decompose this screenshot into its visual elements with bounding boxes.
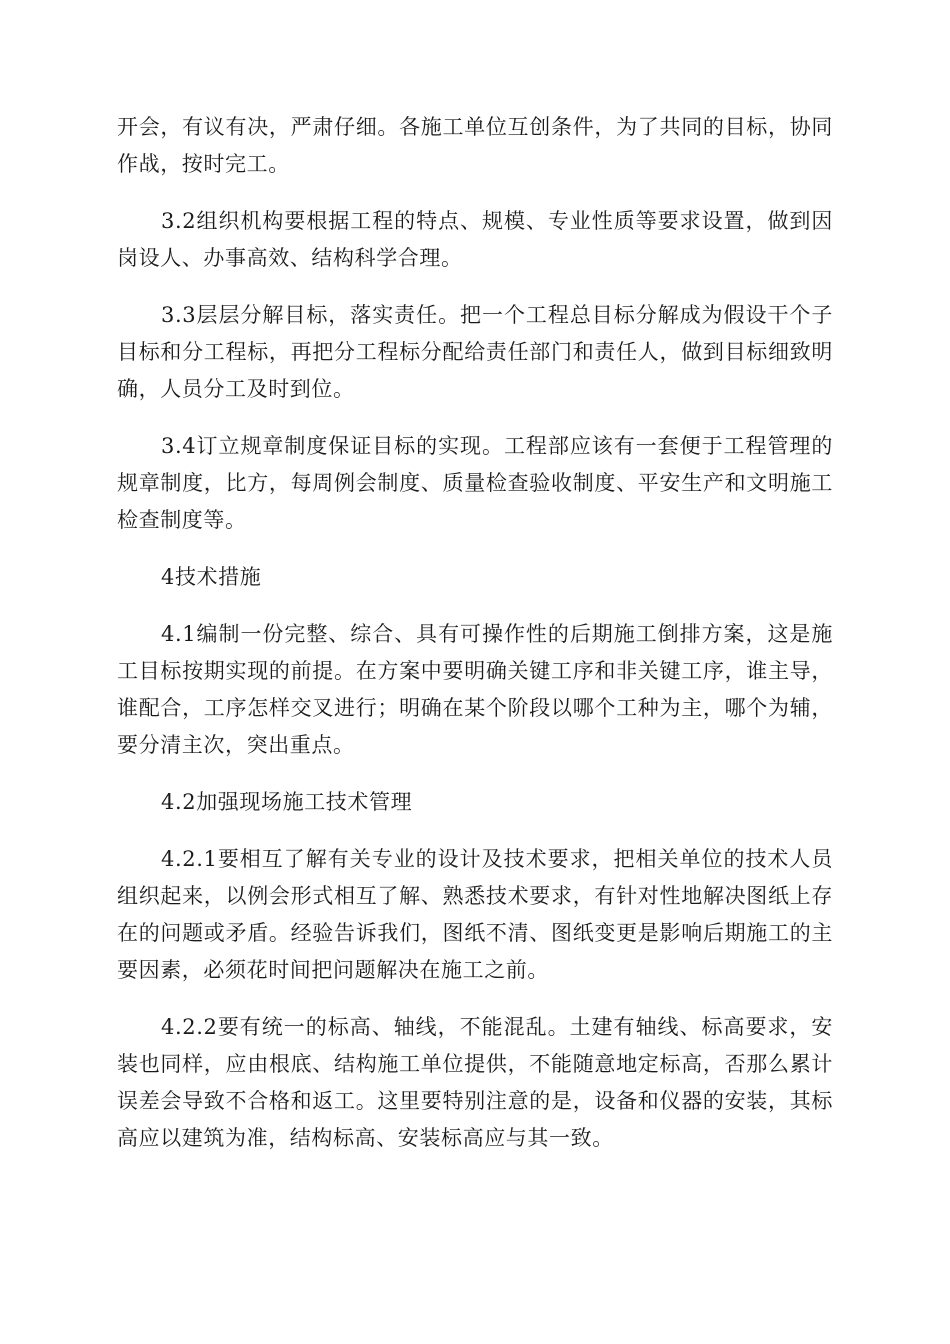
- paragraph-3-3: 3.3层层分解目标，落实责任。把一个工程总目标分解成为假设干个子目标和分工程标，再把分工程标分配给责任部门和责任人，做到目标细致明确，人员分工及时到位。: [117, 303, 833, 401]
- paragraph-3-4: 3.4订立规章制度保证目标的实现。工程部应该有一套便于工程管理的规章制度，比方，每周例会制度、质量检查验收制度、平安生产和文明施工检查制度等。: [117, 434, 833, 532]
- section-heading-4: 4技术措施: [161, 565, 262, 589]
- paragraph-4-2-2: 4.2.2要有统一的标高、轴线，不能混乱。土建有轴线、标高要求，安装也同样，应由根底、结构施工单位提供，不能随意地定标高，否那么累计误差会导致不合格和返工。这里要特别注意的是，设备和仪器的安装，其标高应以建筑为准，结构标高、安装标高应与其一致。: [117, 1015, 833, 1150]
- paragraph-4-1: 4.1编制一份完整、综合、具有可操作性的后期施工倒排方案，这是施工目标按期实现的前提。在方案中要明确关键工序和非关键工序，谁主导，谁配合，工序怎样交叉进行；明确在某个阶段以哪个工种为主，哪个为辅，要分清主次，突出重点。: [117, 622, 833, 757]
- document-body: [117, 109, 833, 1177]
- paragraph-4-2-1: 4.2.1要相互了解有关专业的设计及技术要求，把相关单位的技术人员组织起来，以例会形式相互了解、熟悉技术要求，有针对性地解决图纸上存在的问题或矛盾。经验告诉我们，图纸不清、图纸变更是影响后期施工的主要因素，必须花时间把问题解决在施工之前。: [117, 847, 833, 982]
- section-heading-4-2: 4.2加强现场施工技术管理: [161, 790, 413, 814]
- paragraph-3-2: 3.2组织机构要根据工程的特点、规模、专业性质等要求设置，做到因岗设人、办事高效、结构科学合理。: [117, 209, 833, 270]
- paragraph-continuation: 开会，有议有决，严肃仔细。各施工单位互创条件，为了共同的目标，协同作战，按时完工。: [117, 115, 833, 176]
